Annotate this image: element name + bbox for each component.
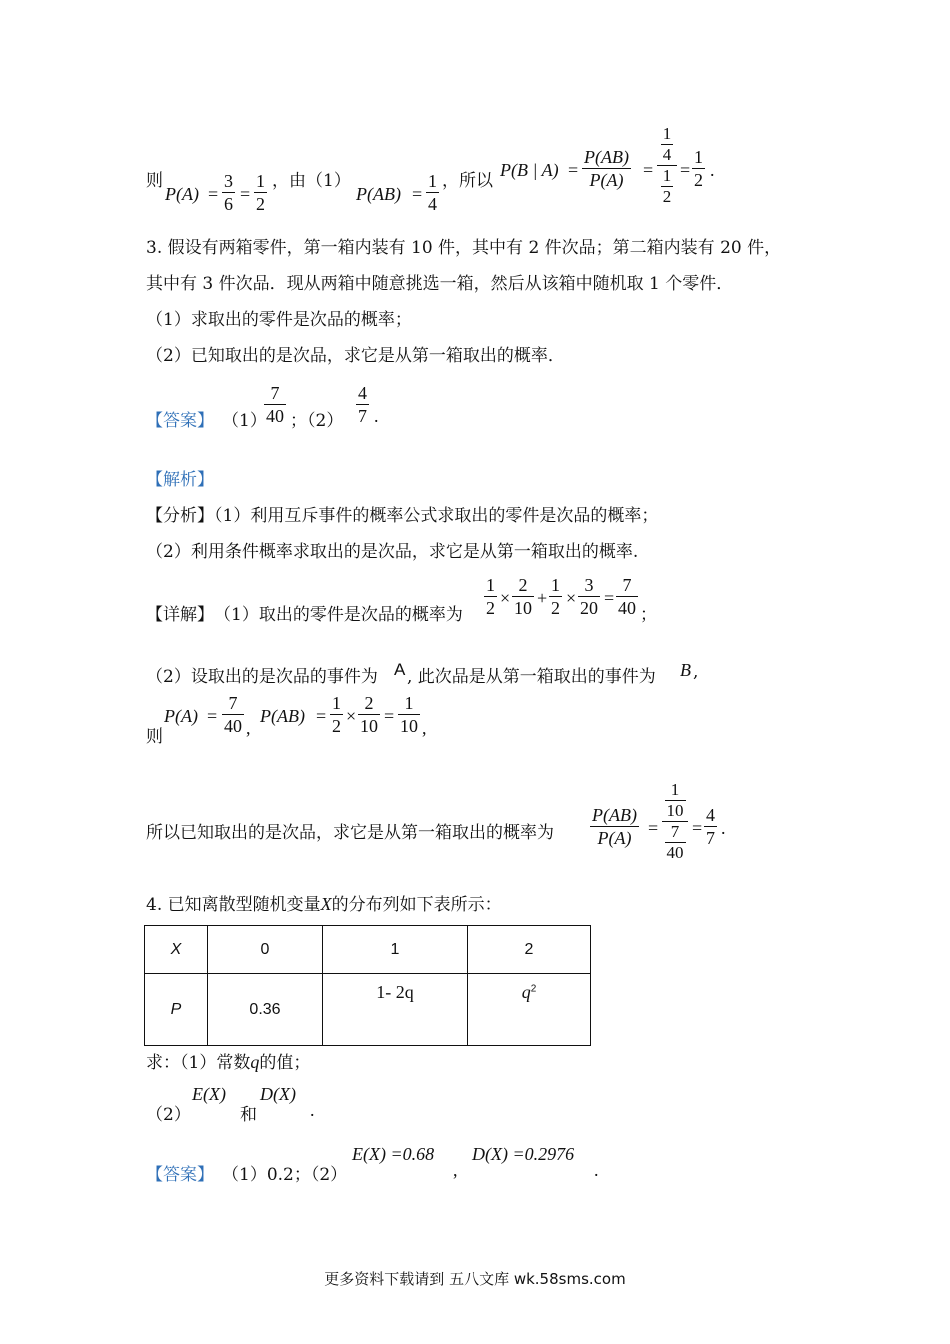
fraction-3-6 — [222, 170, 235, 215]
final-text: 所以已知取出的是次品，求它是从第一箱取出的概率为 — [146, 823, 554, 843]
frac-den: 40 — [224, 716, 242, 736]
frac-den: 4 — [662, 145, 672, 164]
qiu-text: 求：（1）常数 — [146, 1053, 251, 1073]
cell-text: q — [521, 982, 531, 1002]
sub2-prefix: （2） — [146, 1105, 191, 1125]
superscript: 2 — [530, 983, 537, 995]
fraction-pab-over-pa — [582, 146, 631, 191]
frac-7-40-b — [222, 692, 244, 737]
equals-sign: = — [240, 184, 251, 204]
ze-text-2: 则 — [146, 727, 163, 747]
answer-label: 【答案】 — [146, 1165, 214, 1185]
ans-ex: E(X) =0.68 — [352, 1144, 435, 1164]
frac-num: 1 — [398, 692, 420, 715]
q3-line2: 其中有 3 件次品．现从两箱中随意挑选一箱，然后从该箱中随机取 1 个零件． — [146, 274, 734, 294]
frac-den: 2 — [256, 194, 265, 214]
ze-text: 则 — [146, 171, 163, 191]
equals-sign: = — [680, 160, 691, 180]
frac-num: 3 — [224, 171, 233, 191]
times-sign: × — [566, 588, 577, 608]
frac-3-20 — [578, 574, 600, 619]
period: . — [721, 818, 726, 838]
frac-num: 1 — [662, 166, 672, 185]
comma: , — [453, 1160, 458, 1180]
period: . — [374, 406, 379, 426]
pab-lhs-2: P(AB) — [260, 706, 305, 726]
equals-sign: = — [568, 160, 579, 180]
compound-fraction — [655, 124, 679, 207]
frac-num: 7 — [264, 382, 286, 405]
frac-num: 7 — [616, 574, 638, 597]
frac-den: 10 — [400, 716, 418, 736]
table-cell: 1 — [323, 926, 468, 974]
q3-sub1: （1）求取出的零件是次品的概率； — [146, 310, 412, 330]
frac-num: 1 — [486, 575, 495, 595]
frac-1-2-b — [549, 574, 562, 619]
q4-line1 — [146, 892, 502, 917]
table-row — [145, 974, 591, 1046]
equals-sign: = — [412, 184, 423, 204]
table-cell-1-2q — [323, 974, 468, 1046]
frac-num: 1 — [665, 780, 686, 801]
equals-sign: = — [208, 184, 219, 204]
frac-den: 10 — [514, 598, 532, 618]
frac-den: 20 — [580, 598, 598, 618]
frac-den: 10 — [666, 801, 684, 820]
pab-lhs: P(AB) — [356, 184, 401, 204]
frac-num: 7 — [665, 822, 686, 843]
he-text: 和 — [240, 1105, 257, 1125]
frac-7-40 — [616, 574, 638, 619]
dx-expr: D(X) — [260, 1084, 296, 1104]
equals-sign: = — [692, 818, 703, 838]
ans-dx: D(X) =0.2976 — [472, 1144, 575, 1164]
pa-lhs-2: P(A) — [164, 706, 198, 726]
times-sign: × — [346, 706, 357, 726]
frac-den: 10 — [360, 716, 378, 736]
equals-sign: = — [643, 160, 654, 180]
semicolon: ； — [640, 605, 657, 625]
qiu-end: 的值； — [259, 1053, 311, 1073]
inner-den-frac — [661, 166, 674, 207]
table-cell: 2 — [468, 926, 591, 974]
frac-2-10-b — [358, 692, 380, 737]
table-cell: 0 — [208, 926, 323, 974]
comma: , — [693, 662, 699, 682]
frac-1-2-a — [484, 574, 497, 619]
answer-fraction-4-7 — [356, 382, 369, 427]
frac-num: 1 — [662, 124, 672, 143]
q4-qiu-line — [146, 1050, 310, 1075]
inner-den-frac — [665, 822, 686, 863]
pba-lhs: P(B | A) — [500, 160, 559, 180]
fenxi-text1: （1）利用互斥事件的概率公式求取出的零件是次品的概率； — [214, 506, 659, 526]
q3-sub2: （2）已知取出的是次品，求它是从第一箱取出的概率． — [146, 346, 565, 366]
frac-pab-over-pa-b — [590, 804, 639, 849]
by-1-text: ，由（1） — [272, 171, 351, 191]
table-cell-q2 — [468, 974, 591, 1046]
table-cell: P — [145, 974, 208, 1046]
answer-label: 【答案】 — [146, 411, 214, 431]
frac-num: 3 — [578, 574, 600, 597]
fenxi-label: 【分析】 — [146, 506, 214, 526]
frac-num: 1 — [428, 171, 437, 191]
frac-num: P(AB) — [584, 147, 629, 167]
fraction-1-4 — [426, 170, 439, 215]
inner-num-frac — [661, 124, 674, 165]
period: . — [710, 160, 715, 180]
frac-den: 6 — [224, 194, 233, 214]
frac-1-2-c — [330, 692, 343, 737]
pa-lhs: P(A) — [165, 184, 199, 204]
plus-sign: + — [537, 588, 548, 608]
table-cell: X — [145, 926, 208, 974]
frac-num: 1 — [694, 147, 703, 167]
q4-text-a: 4. 已知离散型随机变量 — [146, 895, 321, 915]
frac-den: 40 — [266, 406, 284, 426]
frac-2-10 — [512, 574, 534, 619]
distribution-table — [144, 925, 591, 1046]
answer-fraction-7-40 — [264, 382, 286, 427]
times-sign: × — [500, 588, 511, 608]
equals-sign: = — [648, 818, 659, 838]
frac-den: P(A) — [589, 170, 624, 190]
table-row — [145, 926, 591, 974]
equals-sign: = — [604, 588, 615, 608]
frac-den: 7 — [706, 828, 715, 848]
frac-num: 2 — [512, 574, 534, 597]
frac-den: 2 — [662, 187, 672, 206]
frac-den: 2 — [551, 598, 560, 618]
ex-expr: E(X) — [192, 1084, 226, 1104]
fraction-1-2 — [254, 170, 267, 215]
event-a: A — [394, 660, 406, 679]
fraction-1-2-result — [692, 146, 705, 191]
xiangjie-text2: （2）设取出的是次品的事件为 — [146, 667, 378, 687]
ans-text: （1）0.2；（2） — [222, 1165, 348, 1185]
period: . — [594, 1160, 599, 1180]
event-b: B — [680, 660, 691, 680]
xiangjie-text1: （1）取出的零件是次品的概率为 — [214, 605, 463, 625]
frac-num: 4 — [706, 805, 715, 825]
frac-num: 2 — [358, 692, 380, 715]
xiangjie-label: 【详解】 — [146, 605, 214, 625]
frac-den: P(A) — [597, 828, 632, 848]
comma: , — [422, 718, 427, 738]
frac-den: 2 — [332, 716, 341, 736]
var-q: q — [250, 1052, 260, 1072]
frac-den: 2 — [694, 170, 703, 190]
ans-part1: （1） — [222, 411, 267, 431]
jiexi-label: 【解析】 — [146, 470, 214, 490]
var-x: X — [320, 894, 332, 914]
frac-den: 2 — [486, 598, 495, 618]
fenxi-line1 — [146, 504, 658, 528]
equals-sign: = — [384, 706, 395, 726]
so-text: ，所以 — [442, 171, 493, 191]
q4-text-b: 的分布列如下表所示： — [331, 895, 502, 915]
compound-fraction-b — [660, 780, 690, 863]
xiangjie-mid: , 此次品是从第一箱取出的事件为 — [407, 667, 656, 687]
frac-num: 1 — [332, 693, 341, 713]
period: . — [310, 1100, 315, 1120]
table-cell: 0.36 — [208, 974, 323, 1046]
fenxi-line2: （2）利用条件概率求取出的是次品，求它是从第一箱取出的概率. — [146, 542, 639, 562]
ans-part2: ；（2） — [290, 411, 344, 431]
frac-num: P(AB) — [592, 805, 637, 825]
q3-line1: 3. 假设有两箱零件，第一箱内装有 10 件，其中有 2 件次品；第二箱内装有 20 件， — [146, 238, 782, 258]
frac-4-7 — [704, 804, 717, 849]
frac-den: 7 — [358, 406, 367, 426]
equals-sign: = — [207, 706, 218, 726]
frac-1-10 — [398, 692, 420, 737]
cell-text: 1- 2q — [376, 982, 414, 1002]
frac-den: 4 — [428, 194, 437, 214]
footer-text: 更多资料下载请到 五八文库 wk.58sms.com — [324, 1270, 626, 1288]
inner-num-frac — [665, 780, 686, 821]
frac-den: 40 — [666, 843, 684, 862]
frac-num: 1 — [256, 171, 265, 191]
frac-num: 4 — [358, 383, 367, 403]
equals-sign: = — [316, 706, 327, 726]
frac-num: 7 — [222, 692, 244, 715]
comma: , — [246, 718, 251, 738]
frac-num: 1 — [551, 575, 560, 595]
frac-den: 40 — [618, 598, 636, 618]
